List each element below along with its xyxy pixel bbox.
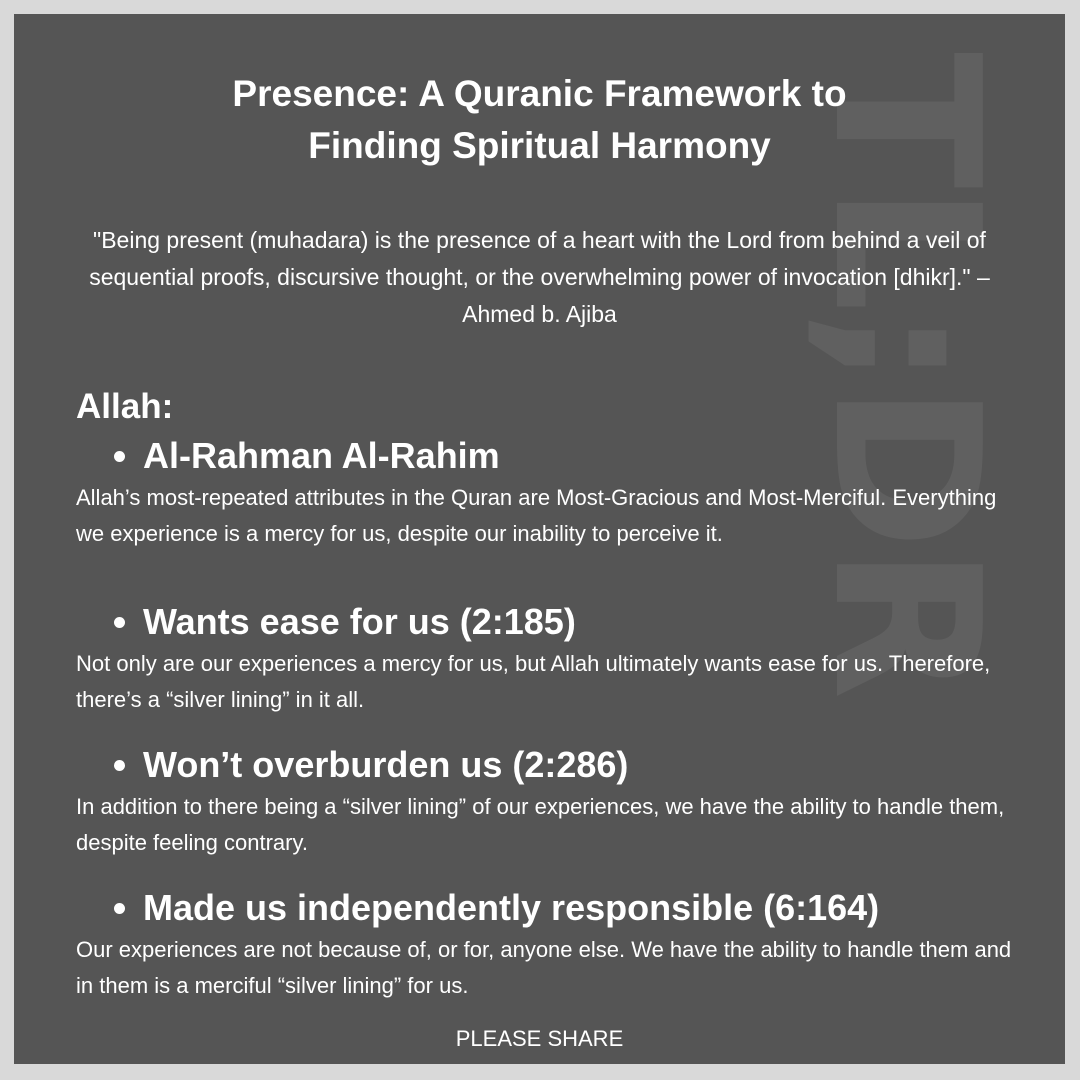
item-body: Not only are our experiences a mercy for us, but Allah ultimately wants ease for us. Therefore, there’s a “silver lining” in it all. (76, 651, 991, 712)
page-title (14, 68, 1065, 172)
bullet-icon (114, 617, 125, 628)
share-footer: PLEASE SHARE (455, 1026, 624, 1051)
list-item (76, 432, 1016, 552)
list-item (76, 598, 1016, 718)
title-line-2: Finding Spiritual Harmony (308, 125, 771, 166)
section-heading: Allah: (76, 387, 174, 426)
item-body: In addition to there being a “silver lining” of our experiences, we have the ability to handle them, despite feeling contrary. (76, 794, 1005, 855)
list-item (76, 884, 1016, 1004)
quote: "Being present (muhadara) is the presence of a heart with the Lord from behind a veil of sequential proofs, discursive thought, or the overwhelming power of invocation [dhikr]." – Ahmed b. Ajiba (89, 227, 990, 327)
watermark-text: TL;DR (789, 52, 1022, 696)
list-item (76, 741, 1016, 861)
item-heading: Wants ease for us (2:185) (143, 601, 576, 642)
bullet-icon (114, 451, 125, 462)
graphic-card (14, 14, 1065, 1064)
item-heading: Made us independently responsible (6:164) (143, 887, 880, 928)
item-body: Allah’s most-repeated attributes in the Quran are Most-Gracious and Most-Merciful. Everything we experience is a mercy for us, despite our inability to perceive it. (76, 485, 997, 546)
item-heading: Won’t overburden us (2:286) (143, 744, 629, 785)
bullet-icon (114, 760, 125, 771)
item-heading: Al-Rahman Al-Rahim (143, 435, 500, 476)
bullet-icon (114, 903, 125, 914)
title-line-1: Presence: A Quranic Framework to (232, 73, 847, 114)
item-body: Our experiences are not because of, or for, anyone else. We have the ability to handle them and in them is a merciful “silver lining” for us. (76, 937, 1012, 998)
